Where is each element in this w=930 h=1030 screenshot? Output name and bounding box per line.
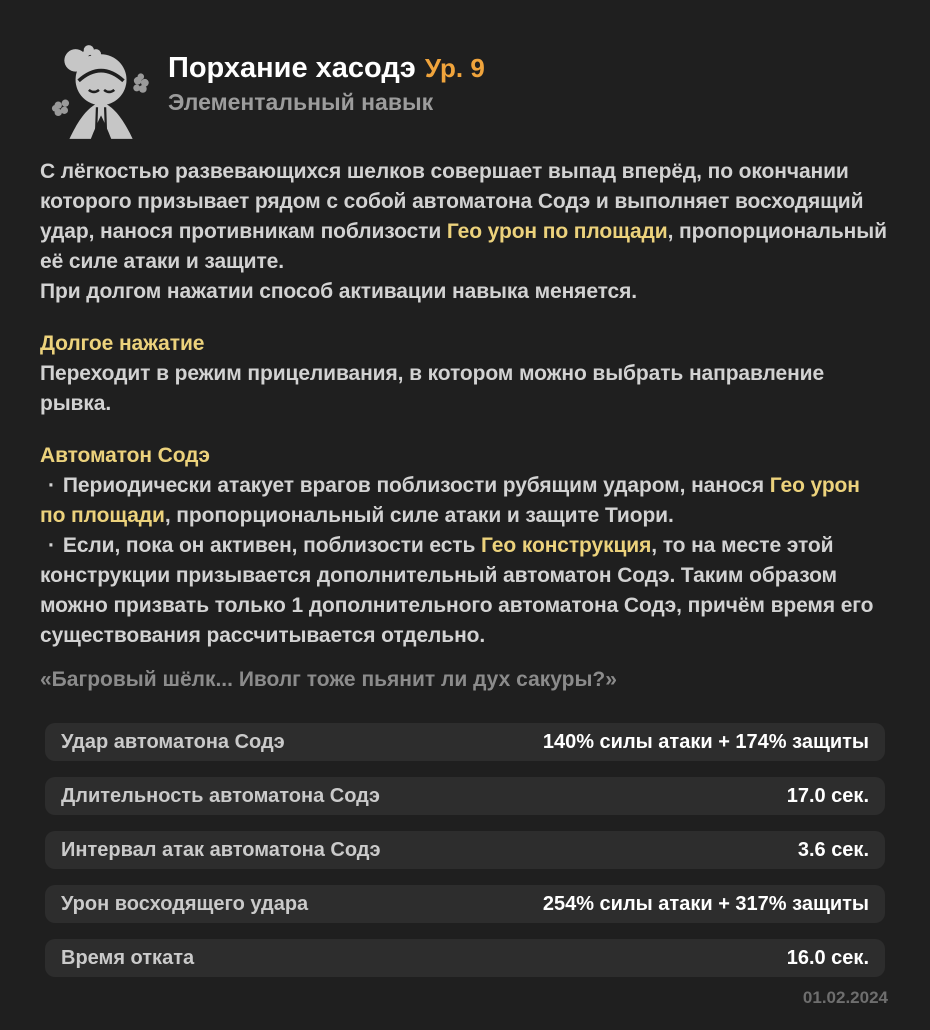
automaton-bullet-2 [40,531,890,651]
stat-value: 140% силы атаки + 174% защиты [542,730,869,753]
table-row [45,939,885,977]
stat-label: Урон восходящего удара [61,892,309,915]
bullet-marker: · [48,474,55,497]
geo-aoe-damage-highlight: Гео урон по площади [40,474,860,527]
stat-label: Время отката [61,946,195,969]
skill-type-subtitle: Элементальный навык [168,89,434,115]
hold-section-body: Переходит в режим прицеливания, в котором можно выбрать направление рывка. [40,362,825,415]
table-row [45,885,885,923]
bullet-text: Периодически атакует врагов поблизости рубящим ударом, нанося [62,474,770,497]
hold-hint-line: При долгом нажатии способ активации навыка меняется. [40,280,638,303]
automaton-section [40,441,890,651]
skill-title: Порхание хасодэ [168,52,416,84]
stat-value: 17.0 сек. [786,784,869,807]
title-block [168,42,485,116]
automaton-bullet-1 [40,471,890,531]
stat-label: Интервал атак автоматона Содэ [61,838,381,861]
skill-description [40,157,890,307]
table-row [45,831,885,869]
description-text: , пропорциональный её силе атаки и защите. [40,220,887,273]
geo-aoe-damage-highlight: Гео урон по площади [446,220,668,243]
automaton-section-heading: Автоматон Содэ [40,444,210,467]
stat-value: 16.0 сек. [786,946,869,969]
description-text: С лёгкостью развевающихся шелков совершает выпад вперёд, по окончании которого призывает рядом с собой автоматона Содэ и выполняет восходящий удар, нанося противникам поблизости [40,160,864,243]
flavor-quote: «Багровый шёлк... Иволг тоже пьянит ли дух сакуры?» [40,668,617,691]
update-date: 01.02.2024 [802,988,888,1007]
stat-label: Удар автоматона Содэ [61,730,285,753]
stat-value: 3.6 сек. [797,838,869,861]
hold-section-heading: Долгое нажатие [40,332,205,355]
bullet-text: Если, пока он активен, поблизости есть [62,534,482,557]
table-row [45,723,885,761]
hold-section [40,329,890,419]
skill-header [46,0,890,144]
skill-stats-table [45,723,885,977]
bullet-text: , пропорциональный силе атаки и защите Тиори. [164,504,674,527]
bullet-text: , то на месте этой конструкции призывается дополнительный автоматон Содэ. Таким образом можно призвать только 1 дополнительного автоматона Содэ, причём время его существования рассчитывается отдельно. [40,534,874,647]
kimono-doll-skill-icon [46,42,152,144]
stat-label: Длительность автоматона Содэ [61,784,380,807]
bullet-marker: · [48,534,55,557]
table-row [45,777,885,815]
stat-value: 254% силы атаки + 317% защиты [542,892,869,915]
geo-construct-highlight: Гео конструкция [481,534,652,557]
skill-level-badge: Ур. 9 [424,53,485,83]
